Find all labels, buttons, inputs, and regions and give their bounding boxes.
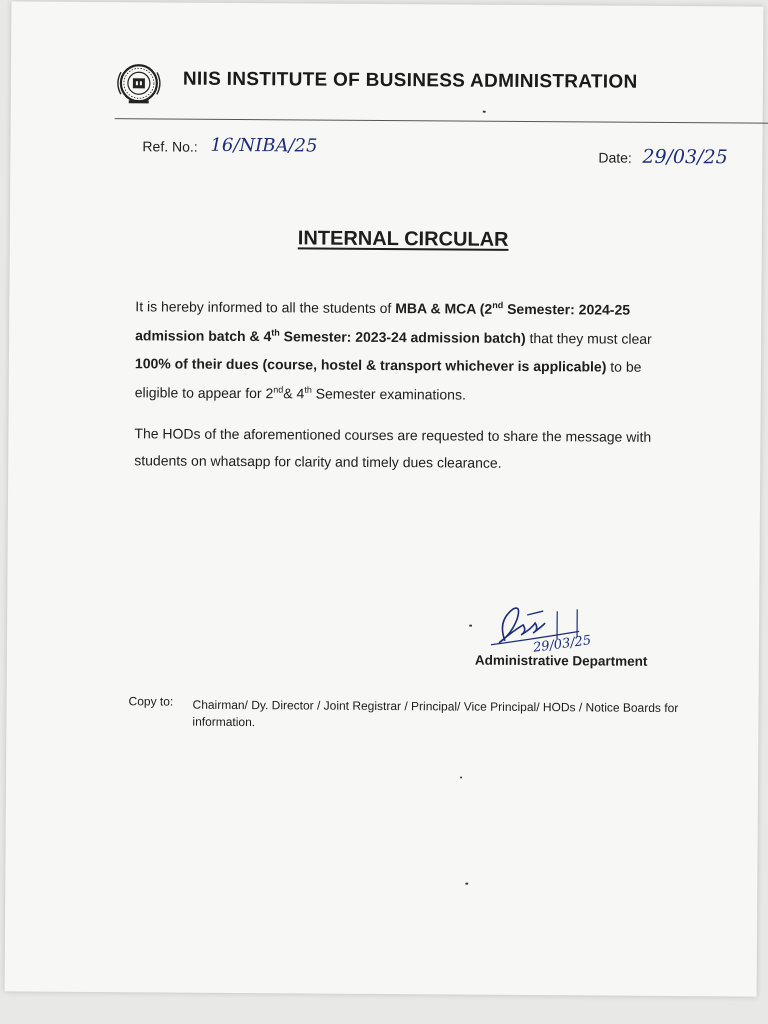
institution-name: NIIS INSTITUTE OF BUSINESS ADMINISTRATION — [182, 68, 638, 93]
copy-to-label: Copy to: — [128, 694, 174, 709]
ref-number: 16/NIBA/25 — [210, 134, 318, 157]
paper-speck — [465, 883, 468, 885]
paper-speck — [483, 111, 486, 113]
circular-document — [5, 1, 764, 996]
paper-speck — [469, 625, 472, 627]
ref-label: Ref. No.: — [142, 138, 198, 155]
paper-speck — [460, 777, 462, 779]
body-paragraph-1: It is hereby informed to all the students of MBA & MCA (2nd Semester: 2024-25 admission batch & 4th Semester: 2023-24 admission batch) that they must clear 100% of their dues (course, hostel & transport whichever is applicable) to be eligible to appear for 2nd& 4th Semester examinations. — [134, 298, 652, 403]
header-divider — [115, 118, 768, 124]
body-paragraph-2: The HODs of the aforementioned courses are requested to share the message with students on whatsapp for clarity and timely dues clearance. — [134, 425, 652, 471]
copy-to-recipients: Chairman/ Dy. Director / Joint Registrar / Principal/ Vice Principal/ HODs / Notice Boards for information. — [192, 697, 679, 730]
department-name: Administrative Department — [474, 652, 648, 669]
signature-date: 29/03/25 — [532, 633, 593, 656]
circular-title: INTERNAL CIRCULAR — [297, 227, 509, 251]
date-value: 29/03/25 — [642, 145, 728, 169]
institute-seal-icon — [111, 60, 167, 106]
date-label: Date: — [598, 149, 632, 166]
